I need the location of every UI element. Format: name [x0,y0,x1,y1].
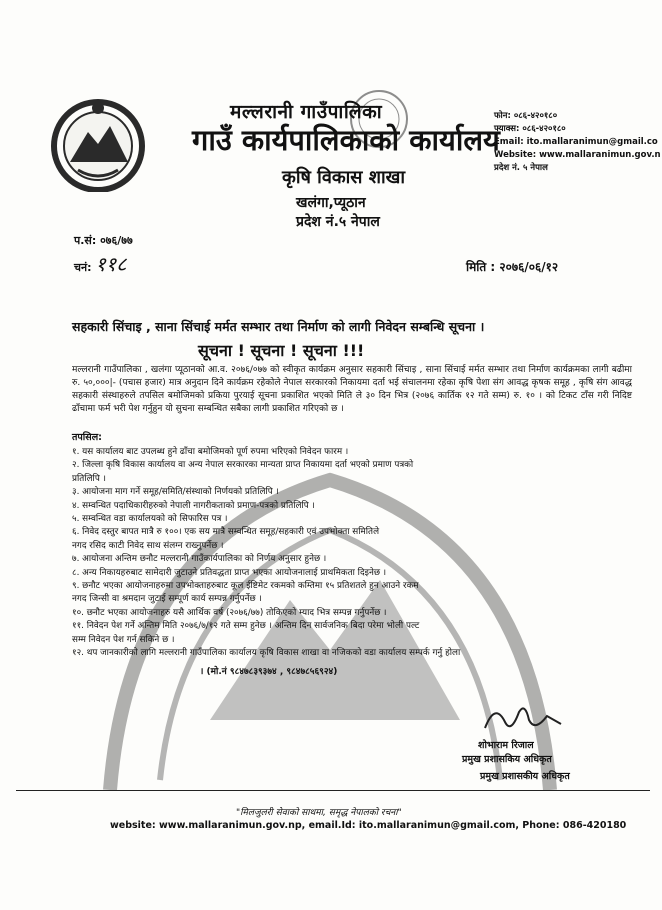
list-item: ४. सम्वन्धित पदाधिकारीहरुको नेपाली नागरीकताको प्रमाण-पत्रको प्रतिलिपि । [72,500,315,511]
list-item: सम्म निवेदन पेश गर्न सकिने छ । [72,634,175,645]
dispatch-label: चनं: [74,261,92,274]
province-text: प्रदेश नं. ५ नेपाल [494,163,548,173]
signature-icon [477,698,567,738]
list-item: ७. आयोजना अन्तिम छनौट मल्लरानी गाउँकार्यपालिका को निर्णय अनुसार हुनेछ । [72,554,327,565]
list-item: प्रतिलिपि । [72,473,106,484]
list-item: १०. छनौट भएका आयोजनाहरु यसै आर्थिक वर्ष (२०७६/७७) तोकिएको म्याद भित्र सम्पन्न गर्नुपर्नेछ । [72,607,387,618]
dispatch-value: ११८ [95,252,127,276]
list-item: नगद जिन्सी वा श्रमदान जुटाई सम्पूर्ण कार्य सम्पन्न गर्नुपर्नेछ । [72,594,262,605]
notice-subject: सहकारी सिंचाइ , साना सिंचाई मर्मत सम्भार तथा निर्माण को लागी निवेदन सम्बन्धि सूचना । [72,319,485,334]
section-name: कृषि विकास शाखा [282,167,406,188]
municipality-name: मल्लरानी गाउँपालिका [230,101,383,123]
issue-date: मिति : २०७६/०६/१२ [466,260,559,274]
mobile-numbers: । (मो.नं ९८४७८३९३७४ , ९८४७८५६९२४) [200,667,338,677]
footer-contact: website: www.mallaranimun.gov.np, email.Id: ito.mallaranimun@gmail.com, Phone: 086-420180 [110,820,627,831]
list-item: ११. निवेदन पेश गर्ने अन्तिम मिति २०७६/७/१२ गते सम्म हुनेछ । अन्तिम दिन सार्वजनिक बिदा परेमा भोली पल्ट [72,621,420,632]
list-item: ८. अन्य निकायहरुबाट सामेदारी जुटाउने प्रतिवद्धता प्राप्त भएका आयोजनालाई प्राथमिकता दिइनेछ । [72,567,387,578]
signer-title-stamp: प्रमुख प्रशासकीय अधिकृत [480,771,570,782]
footer-divider [16,790,650,791]
dispatch-number [74,250,127,277]
list-item: ६. निवेद दस्तुर बापत मात्रै रु १००। एक सय मात्रै सम्वन्धित समूह/सहकारी एवं उपभोक्ता समितिले [72,527,380,538]
details-heading: तपसिल: [72,432,102,443]
location: खलंगा,प्यूठान [296,195,366,211]
office-title: गाउँ कार्यपालिकाको कार्यालय [192,123,500,157]
list-item: ९. छनौट भएका आयोजनाहरुमा उपभोक्ताहरुबाट कूल ईष्टिमेट रकमको कम्तिमा १५ प्रतिशतले हुन आउने रकम [72,581,419,592]
list-item: ३. आयोजना माग गर्ने समूह/समिति/संस्थाको निर्णयको प्रतिलिपि । [72,487,279,498]
list-item: २. जिल्ला कृषि विकास कार्यालय वा अन्य नेपाल सरकारका मान्यता प्राप्त निकायमा दर्ता भएको प्रमाण पत्रको [72,460,414,471]
signer-name: शोभाराम रिजाल [478,740,534,751]
notice-heading: सूचना ! सूचना ! सूचना !!! [198,341,365,360]
signer-title: प्रमुख प्रशासकिय अधिकृत [462,754,552,765]
email-text: Email: ito.mallaranimun@gmail.co [494,137,658,147]
contact-block [494,110,661,175]
nepal-emblem-icon [48,96,148,192]
fax-text: फ्याक्स: ०८६-४२०१८० [494,124,566,134]
footer-slogan: "मिलजुलरी सेवाको साथमा, समृद्ध नेपालको रचना" [236,808,402,818]
list-item: १. यस कार्यालय बाट उपलब्ध हुने ढाँचा बमोजिमको पूर्ण रुपमा भरिएको निवेदन फारम । [72,447,349,457]
requirements-list [72,446,632,661]
province: प्रदेश नं.५ नेपाल [296,214,380,230]
notice-body: मल्लरानी गाउँपालिका , खलंगा प्यूठानको आ.व. २०७६/०७७ को स्वीकृत कार्यक्रम अनुसार सहकारी सिंचाइ , साना सिंचाई मर्मत सम्भार तथा निर्माण कार्यक्रमका लागी बढीमा रु. ५०,०००|- (पचास हजार) मात्र अनुदान दिने कार्यक्रम रहेकोले नेपाल सरकारको निकायमा दर्ता भई संचालनमा रहेका कृषि पेशा संग आवद्ध कृषक समूह , कृषि संग आवद्ध सहकारी संस्थाहरुले तपसिल बमोजिमको प्रकिया पुरयाई सूचना प्रकाशित भएको मिति ले ३० दिन भित्र (२०७६ कार्तिक १२ गते सम्म) रु. १० । को टिकट टाँस गरी निदिष्ट ढाँचामा फर्म भरी पेश गर्नुहुन यो सुचना सम्बन्धित सबैका लागी प्रकाशित गरिएको छ । [72,365,632,414]
list-item: नगद रसिद काटी निवेद साथ संलग्न राख्नुपर्नेछ । [72,540,224,551]
website-text: Website: www.mallaranimun.gov.n [494,150,661,160]
list-item: १२. थप जानकारीको लागि मल्लरानी गाउँपालिका कार्यालय कृषि विकास शाखा वा नजिकको वडा कार्यालय सम्पर्क गर्नु होला [72,648,461,659]
reference-number: प.सं: ०७६/७७ [74,234,133,247]
phone-text: फोन: ०८६-४२०१८० [494,111,558,121]
list-item: ५. सम्वन्धित वडा कार्यालयको को सिफारिस पत्र । [72,514,228,525]
